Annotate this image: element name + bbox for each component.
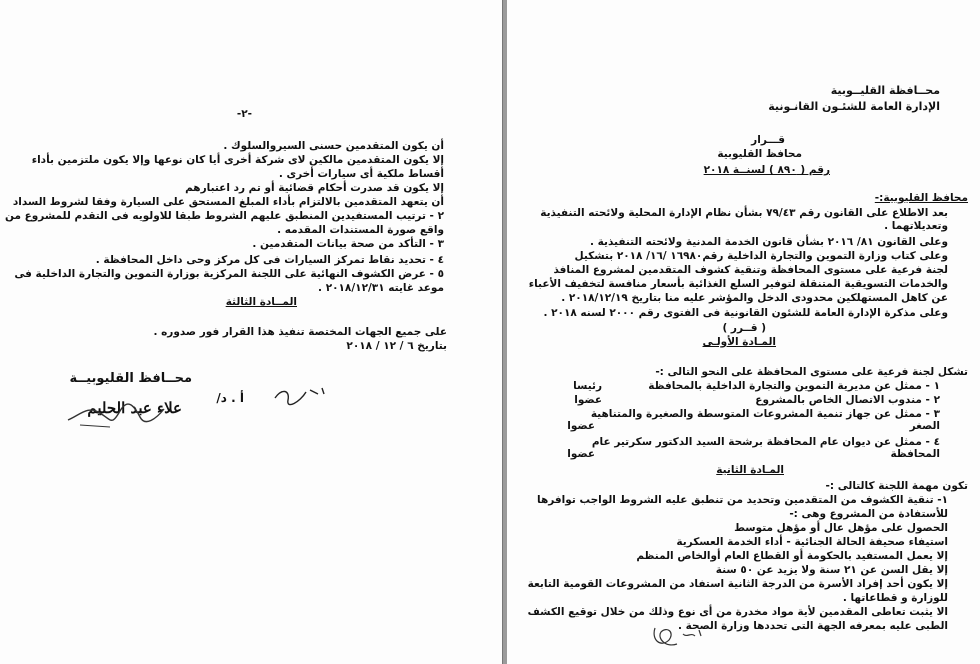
condition-item: إلا يعمل المستفيد بالحكومة أو القطاع العام أوالخاص المنظم: [636, 550, 948, 562]
header-governorate: محــافظة القليــوبية: [830, 84, 940, 97]
article-three-heading: المــادة الثالثة: [225, 296, 297, 308]
signature-stroke: [60, 385, 180, 435]
governor-name: علاء عبد الحليم: [87, 399, 182, 417]
article-one-intro: تشكل لجنة فرعية على مستوى المحافظة على النحو التالى :-: [655, 366, 968, 378]
article-three-text: على جميع الجهات المختصة تنفيذ هذا القرار فور صدوره .: [153, 326, 447, 338]
condition-item: أقساط ملكية أى سيارات أخرى .: [278, 168, 444, 180]
signature-stroke: [647, 618, 717, 654]
condition-item: إلا يكون قد صدرت أحكام قضائية أو تم رد اعتبارهم: [185, 182, 444, 194]
decides-label: ( قــرر ): [722, 322, 766, 334]
preamble-line: وتعديلاتهما .: [884, 220, 948, 232]
preamble-line: عن كاهل المستهلكين محدودى الدخل والمؤشر عليه منا بتاريخ ٢٠١٨/١٢/١٩ .: [561, 292, 948, 304]
article-two-intro: تكون مهمة اللجنة كالتالى :-: [825, 480, 968, 492]
addressee: محافظ القليوبية:-: [874, 192, 968, 204]
preamble-line: وعلى القانون ٨١/ ٢٠١٦ بشأن قانون الخدمة المدنية ولائحته التنفيذية .: [590, 236, 948, 248]
task-one: ١- تنقية الكشوف من المتقدمين وتحديد من تنطبق عليه الشروط الواجب توافرها: [537, 494, 948, 506]
prof-prefix: أ . د/: [216, 391, 244, 405]
member-line: المحافظة: [890, 448, 940, 460]
member-line: ٣ - ممثل عن جهاز تنمية المشروعات المتوسطة والصغيرة والمتناهية: [590, 408, 940, 420]
governor-title: محــافظ القليوبيــة: [69, 371, 192, 386]
preamble-line: وعلى كتاب وزارة التموين والتجارة الداخلية رقم١٦٩٨٠ /١٦/ ٢٠١٨ بتشكيل: [574, 250, 948, 262]
article-two-heading: المـادة الثانية: [716, 464, 784, 476]
condition-item: إلا يكون المتقدمين مالكين لاى شركة أخرى أيا كان نوعها وإلا يكون ملتزمين بأداء: [31, 154, 444, 166]
member-role: عضوا: [567, 448, 595, 460]
condition-item: الا يثبت تعاطى المقدمين لأية مواد مخدرة من أى نوع وذلك من خلال توقيع الكشف: [527, 606, 948, 618]
preamble-line: والخدمات التسويقية المتنقلة لتوفير السلع الغذائية بأسعار منافسة لتخفيف الأعباء: [528, 278, 948, 290]
task-item: ٢ - ترتيب المستفيدين المنطبق عليهم الشروط طبقا للاولويه فى التقدم للمشروع من: [5, 210, 444, 222]
member-line: ٢ - مندوب الاتصال الخاص بالمشروع: [755, 394, 940, 406]
task-item: واقع صورة المستندات المقدمه .: [277, 224, 444, 236]
task-item: ٣ - التأكد من صحة بيانات المتقدمين .: [252, 238, 444, 250]
preamble-line: وعلى مذكرة الإدارة العامة للشئون القانونية فى الفتوى رقم ٢٠٠٠ لسنه ٢٠١٨ .: [543, 307, 948, 319]
condition-item: أن يتعهد المتقدمين بالالتزام بأداء المبلغ المستحق على السيارة وفقا لشروط السداد: [12, 196, 444, 208]
header-legal-dept: الإدارة العامة للشئـون القانـونية: [768, 100, 940, 113]
member-line: ١ - ممثل عن مديرية التموين والتجارة الداخلية بالمحافظة: [648, 380, 940, 392]
decree-by: محافظ القليوبية: [717, 148, 802, 160]
decree-word: قـــرار: [751, 134, 785, 146]
page-one: [507, 0, 980, 664]
preamble-line: لجنة فرعية على مستوى المحافظة وتنقية كشوف المتقدمين لمشروع المنافذ: [553, 264, 948, 276]
member-role: رئيسا: [573, 380, 602, 392]
article-one-heading: المـادة الأولـى: [702, 336, 776, 348]
page-number: -٢-: [236, 108, 252, 120]
task-item: ٥ - عرض الكشوف النهائية على اللجنة المركزية بوزارة التموين والتجارة الداخلية فى: [14, 268, 444, 280]
task-item: ٤ - تحديد نقاط تمركز السيارات فى كل مركز وحى داخل المحافظة .: [95, 254, 444, 266]
member-line: ٤ - ممثل عن ديوان عام المحافظة برشحة السيد الدكتور سكرتير عام: [591, 436, 940, 448]
condition-item: استيفاء صحيفة الحالة الجنائية - أداء الخدمة العسكرية: [676, 536, 948, 548]
preamble-line: بعد الاطلاع على القانون رقم ٧٩/٤٣ بشأن نظام الإدارة المحلية ولائحته التنفيذية: [540, 207, 948, 219]
condition-item: للوزارة و قطاعاتها .: [842, 592, 948, 604]
condition-item: الطبى عليه بمعرفه الجهة التى تحددها وزارة الصحة .: [678, 620, 948, 632]
member-line: الصغر: [909, 420, 940, 432]
condition-item: إلا يقل السن عن ٢١ سنة ولا يزيد عن ٥٠ سنة: [715, 564, 948, 576]
decree-number: رقم ( ٨٩٠ ) لسنــة ٢٠١٨: [703, 164, 830, 176]
member-role: عضوا: [574, 394, 602, 406]
condition-item: الحصول على مؤهل عال أو مؤهل متوسط: [734, 522, 948, 534]
task-one-cont: للأستفادة من المشروع وهى :-: [789, 508, 948, 520]
condition-item: أن يكون المتقدمين حسنى السيروالسلوك .: [223, 140, 444, 152]
date-line: بتاريخ ٦ / ١٢ / ٢٠١٨: [346, 340, 447, 352]
condition-item: إلا يكون أحد إفراد الأسرة من الدرجة الثانية استفاد من المشروعات القومية التابعة: [527, 578, 948, 590]
initials-stroke: [270, 380, 330, 410]
member-role: عضوا: [567, 420, 595, 432]
task-item: موعد غايته ٢٠١٨/١٢/٣١ .: [318, 282, 444, 294]
